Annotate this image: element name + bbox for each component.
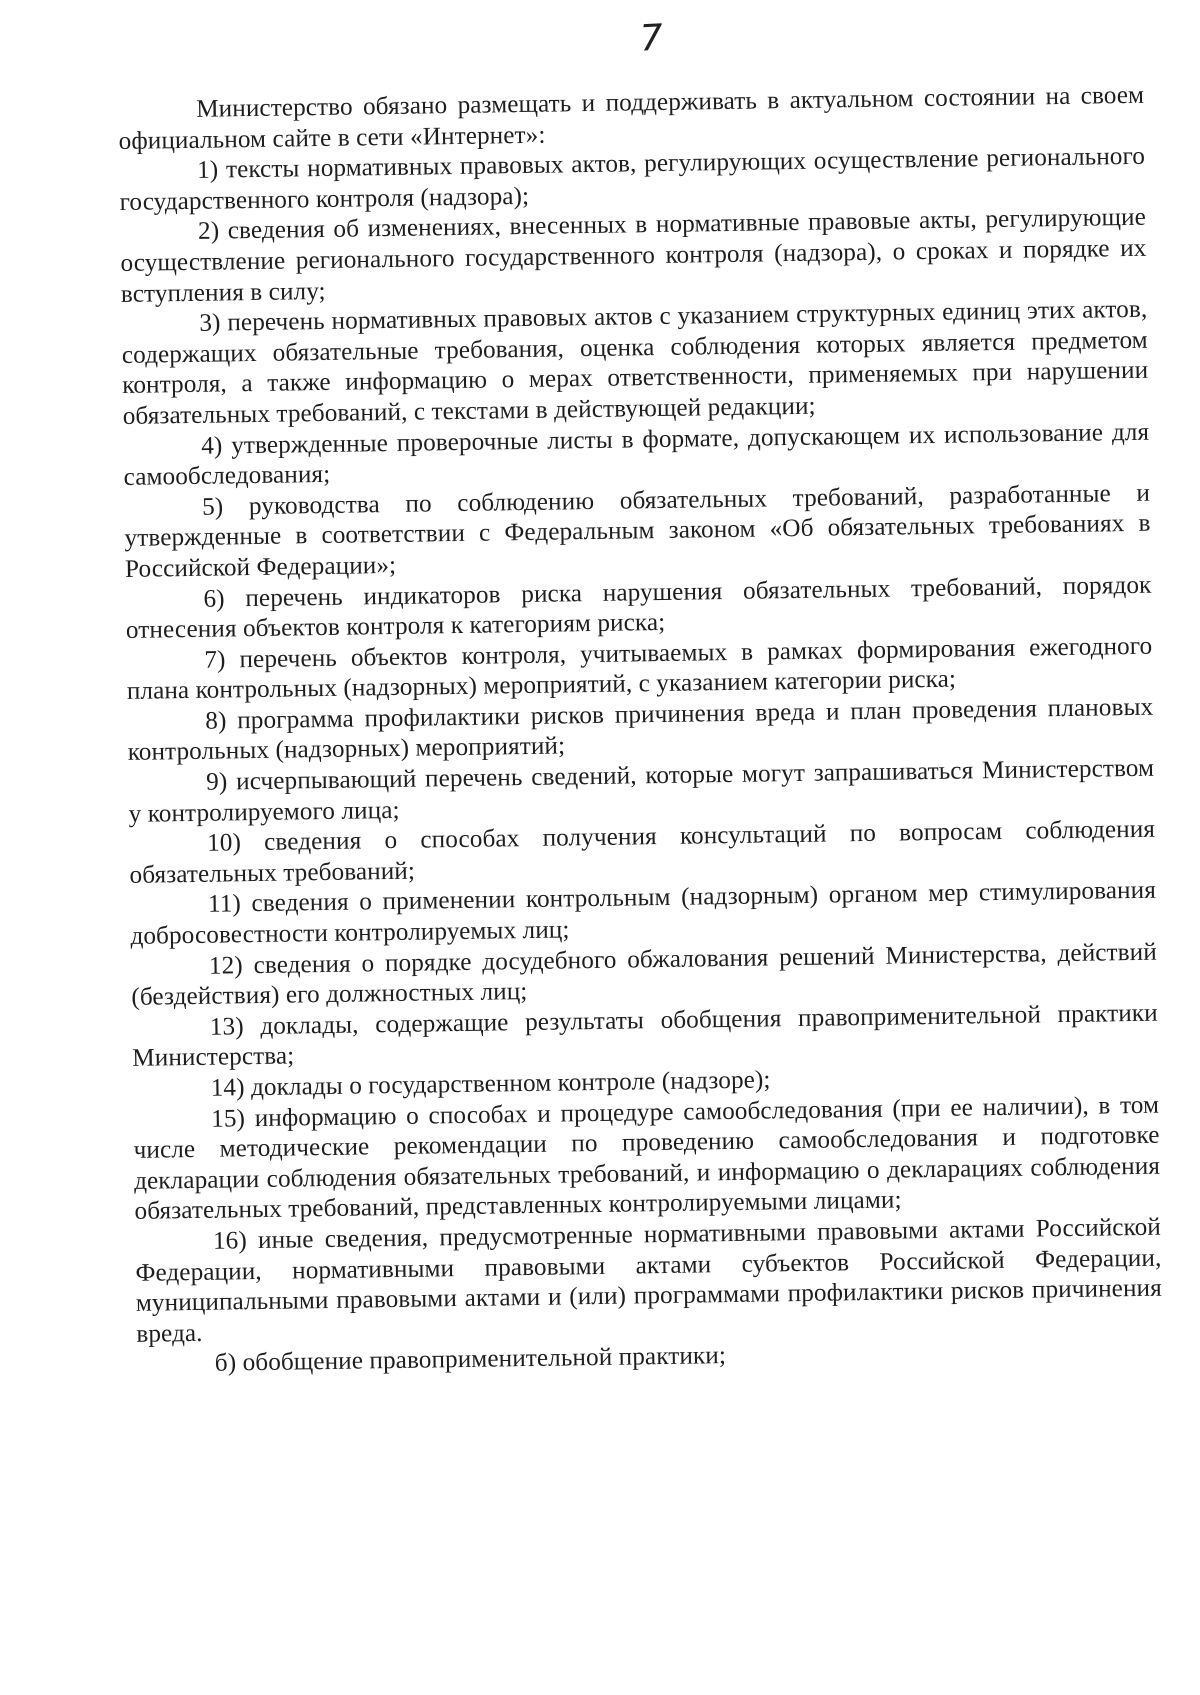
list-item-4: 4) утвержденные проверочные листы в формате, допускающем их использование для самообследования; — [123, 418, 1150, 492]
list-item-15: 15) информацию о способах и процедуре самообследования (при ее наличии), в том числе методические рекомендации по проведению самообследования и подготовке декларации соблюдения обязательных требований, и информацию о декларациях соблюдения обязательных требований, представленных контролируемыми лицами; — [133, 1091, 1161, 1226]
page-number: 7 — [638, 17, 664, 60]
list-item-5: 5) руководства по соблюдению обязательных требований, разработанные и утвержденные в соответствии с Федеральным законом «Об обязательных требованиях в Российской Федерации»; — [124, 479, 1151, 583]
list-item-2: 2) сведения об изменениях, внесенных в нормативные правовые акты, регулирующие осуществление регионального государственного контроля (надзора), о сроках и порядке их вступления в силу; — [120, 204, 1147, 308]
list-item-3: 3) перечень нормативных правовых актов с указанием структурных единиц этих актов, содержащих обязательные требования, оценка соблюдения которых является предметом контроля, а также информацию о мерах ответственности, применяемых при нарушении обязательных требований, с текстами в действующей редакции; — [121, 295, 1149, 430]
list-item-16: 16) иные сведения, предусмотренные нормативными правовыми актами Российской Федерации, нормативными правовыми актами субъектов Российской Федерации, муниципальными правовыми актами и (или) программами профилактики рисков причинения вреда. — [135, 1213, 1163, 1348]
document-body — [118, 81, 1163, 1381]
list-item-7: 7) перечень объектов контроля, учитываемых в рамках формирования ежегодного плана контрольных (надзорных) мероприятий, с указанием категории риска; — [126, 632, 1153, 706]
list-item-10: 10) сведения о способах получения консультаций по вопросам соблюдения обязательных требований; — [129, 815, 1156, 889]
list-item-12: 12) сведения о порядке досудебного обжалования решений Министерства, действий (бездействия) его должностных лиц; — [131, 938, 1158, 1012]
list-item-13: 13) доклады, содержащие результаты обобщения правоприменительной практики Министерства; — [132, 999, 1158, 1073]
list-item-6: 6) перечень индикаторов риска нарушения обязательных требований, порядок отнесения объектов контроля к категориям риска; — [125, 571, 1152, 645]
subsection-b: б) обобщение правоприменительной практики; — [214, 1342, 727, 1378]
paragraph-intro: Министерство обязано размещать и поддерживать в актуальном состоянии на своем официальном сайте в сети «Интернет»: — [118, 81, 1145, 155]
list-item-11: 11) сведения о применении контрольным (надзорным) органом мер стимулирования добросовестности контролируемых лиц; — [130, 877, 1157, 950]
list-item-8: 8) программа профилактики рисков причинения вреда и план проведения плановых контрольных (надзорных) мероприятий; — [127, 693, 1154, 767]
list-item-9: 9) исчерпывающий перечень сведений, которые могут запрашиваться Министерством у контролируемого лица; — [128, 754, 1155, 828]
list-item-1: 1) тексты нормативных правовых актов, регулирующих осуществление регионального государственного контроля (надзора); — [119, 142, 1146, 216]
list-item-14: 14) доклады о государственном контроле (надзоре); — [210, 1066, 771, 1102]
